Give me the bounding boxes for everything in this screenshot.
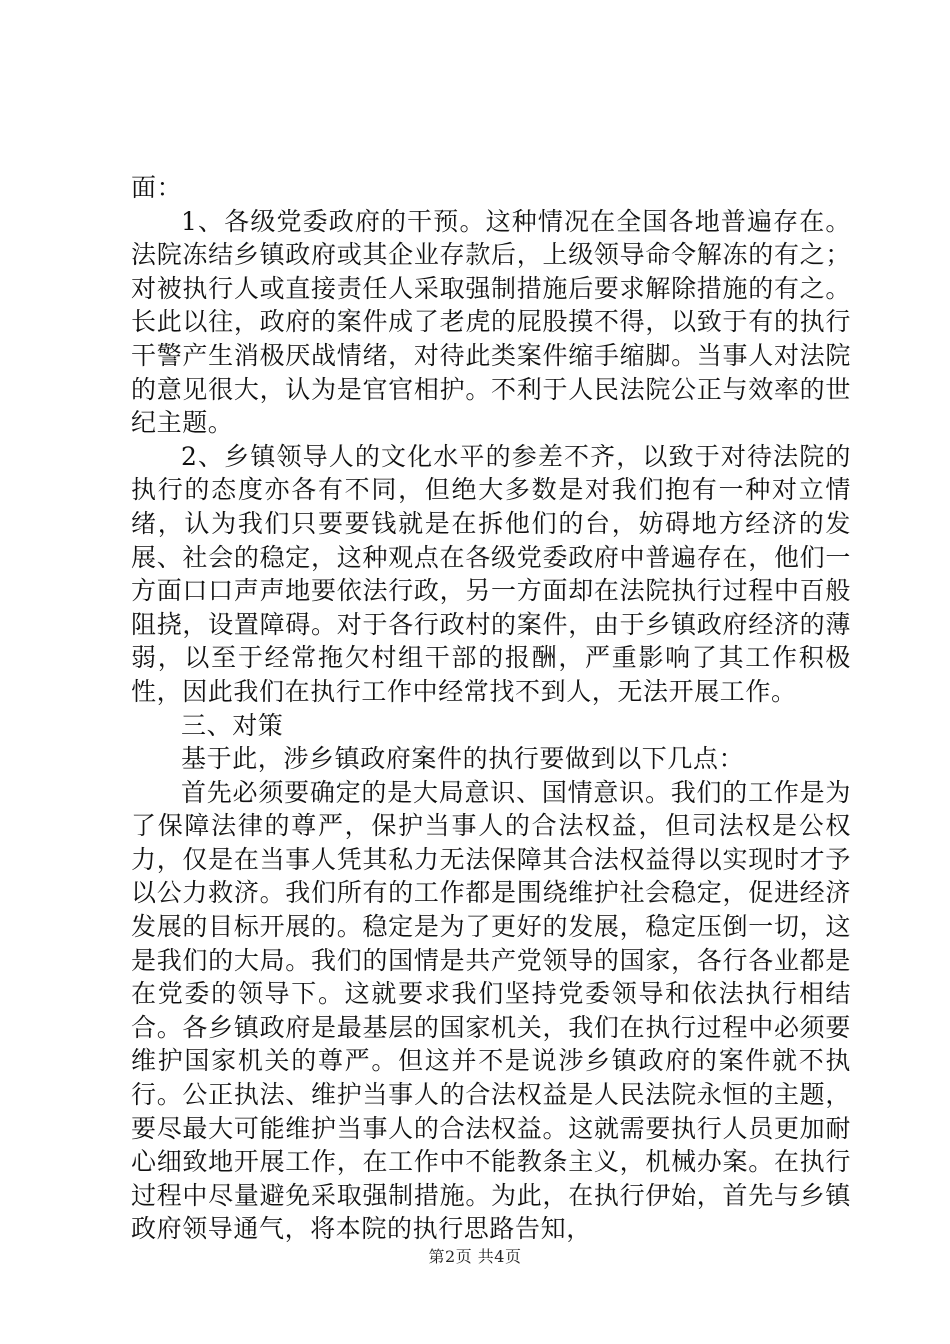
- paragraph: 基于此，涉乡镇政府案件的执行要做到以下几点：: [181, 744, 745, 774]
- page-number-footer: 第2页 共4页: [428, 1247, 522, 1266]
- paragraph: 首先必须要确定的是大局意识、国情意识。我们的工作是为了保障法律的尊严，保护当事人的合法权益，但司法权是公权力，仅是在当事人凭其私力无法保障其合法权益得以实现时才予以公力救济。我们所有的工作都是围绕维护社会稳定，促进经济发展的目标开展的。稳定是为了更好的发展，稳定压倒一切，这是我们的大局。我们的国情是共产党领导的国家，各行各业都是在党委的领导下。这就要求我们坚持党委领导和依法执行相结合。各乡镇政府是最基层的国家机关，我们在执行过程中必须要维护国家机关的尊严。但这并不是说涉乡镇政府的案件就不执行。公正执法、维护当事人的合法权益是人民法院永恒的主题，要尽最大可能维护当事人的合法权益。这就需要执行人员更加耐心细致地开展工作，在工作中不能教条主义，机械办案。在执行过程中尽量避免采取强制措施。为此，在执行伊始，首先与乡镇政府领导通气，将本院的执行思路告知，: [131, 777, 851, 1244]
- paragraph: 1、各级党委政府的干预。这种情况在全国各地普遍存在。法院冻结乡镇政府或其企业存款后，上级领导命令解冻的有之；对被执行人或直接责任人采取强制措施后要求解除措施的有之。长此以往，政府的案件成了老虎的屁股摸不得，以致于有的执行干警产生消极厌战情绪，对待此类案件缩手缩脚。当事人对法院的意见很大，认为是官官相护。不利于人民法院公正与效率的世纪主题。: [131, 206, 851, 438]
- section-heading: 三、对策: [181, 710, 284, 740]
- document-body: [131, 171, 851, 1246]
- paragraph: 2、乡镇领导人的文化水平的参差不齐，以致于对待法院的执行的态度亦各有不同，但绝大多数是对我们抱有一种对立情绪，认为我们只要要钱就是在拆他们的台，妨碍地方经济的发展、社会的稳定，这种观点在各级党委政府中普遍存在，他们一方面口口声声地要依法行政，另一方面却在法院执行过程中百般阻挠，设置障碍。对于各行政村的案件，由于乡镇政府经济的薄弱，以至于经常拖欠村组干部的报酬，严重影响了其工作积极性，因此我们在执行工作中经常找不到人，无法开展工作。: [131, 441, 851, 706]
- paragraph: 面：: [131, 173, 183, 202]
